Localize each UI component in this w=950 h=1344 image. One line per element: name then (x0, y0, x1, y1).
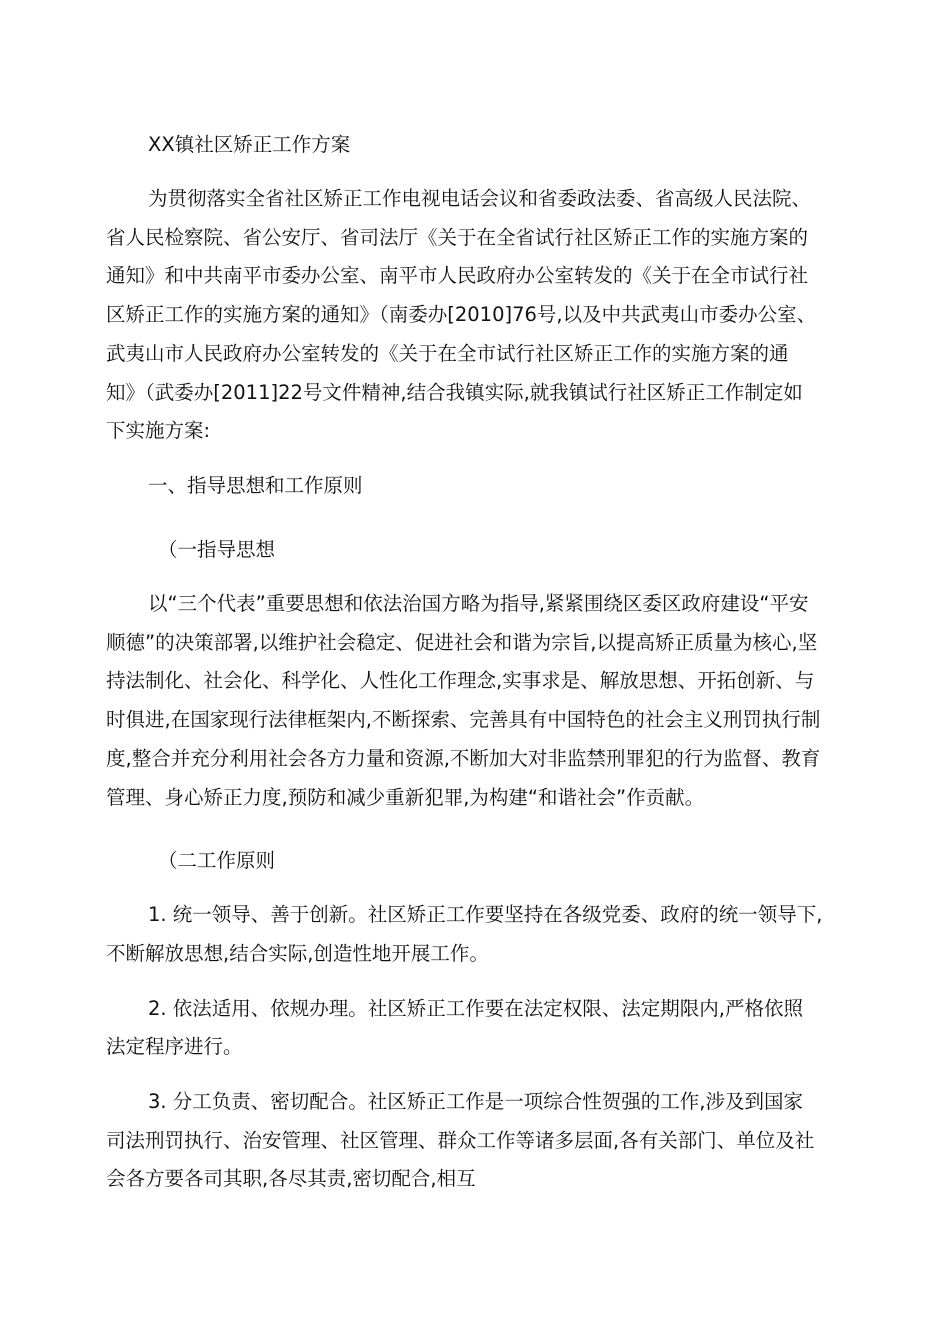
principle-line: 不断解放思想,结合实际,创造性地开展工作。 (106, 942, 489, 965)
subsection-heading: （一指导思想 (158, 538, 276, 561)
section-heading: 一、指导思想和工作原则 (148, 474, 363, 497)
guiding-line: 度,整合并充分利用社会各方力量和资源,不断加大对非监禁刑罪犯的行为监督、教育 (106, 747, 821, 770)
guiding-line: 持法制化、社会化、科学化、人性化工作理念,实事求是、解放思想、开拓创新、与 (106, 669, 815, 692)
guiding-line: 时俱进,在国家现行法律框架内,不断探索、完善具有中国特色的社会主义刑罚执行制 (106, 708, 821, 731)
intro-line: 武夷山市人民政府办公室转发的《关于在全市试行社区矫正工作的实施方案的通 (106, 342, 789, 365)
document-title: XX镇社区矫正工作方案 (148, 133, 351, 156)
guiding-line: 管理、身心矫正力度,预防和减少重新犯罪,为构建“和谐社会”作贡献。 (106, 786, 705, 809)
principle-line: 3. 分工负责、密切配合。社区矫正工作是一项综合性贺强的工作,涉及到国家 (148, 1090, 804, 1113)
intro-line: 通知》和中共南平市委办公室、南平市人民政府办公室转发的《关于在全市试行社 (106, 264, 809, 287)
intro-line: 为贯彻落实全省社区矫正工作电视电话会议和省委政法委、省高级人民法院、 (148, 187, 812, 210)
principle-line: 2. 依法适用、依规办理。社区矫正工作要在法定权限、法定期限内,严格依照 (148, 997, 804, 1020)
principle-line: 司法刑罚执行、治安管理、社区管理、群众工作等诸多层面,各有关部门、单位及社 (106, 1129, 815, 1152)
intro-line: 下实施方案: (106, 419, 211, 442)
guiding-line: 顺德”的决策部署,以维护社会稳定、促进社会和谐为宗旨,以提高矫正质量为核心,坚 (106, 631, 818, 654)
intro-line: 知》（武委办[2011]22号文件精神,结合我镇实际,就我镇试行社区矫正工作制定如 (106, 381, 803, 404)
subsection-heading: （二工作原则 (158, 849, 276, 872)
principle-line: 会各方要各司其职,各尽其责,密切配合,相互 (106, 1167, 476, 1190)
intro-line: 省人民检察院、省公安厅、省司法厅《关于在全省试行社区矫正工作的实施方案的 (106, 226, 809, 249)
guiding-line: 以“三个代表”重要思想和依法治国方略为指导,紧紧围绕区委区政府建设“平安 (148, 592, 809, 615)
principle-line: 法定程序进行。 (106, 1035, 243, 1058)
principle-line: 1. 统一领导、善于创新。社区矫正工作要坚持在各级党委、政府的统一领导下, (148, 903, 823, 926)
intro-line: 区矫正工作的实施方案的通知》（南委办[2010]76号,以及中共武夷山市委办公室、 (106, 303, 817, 326)
